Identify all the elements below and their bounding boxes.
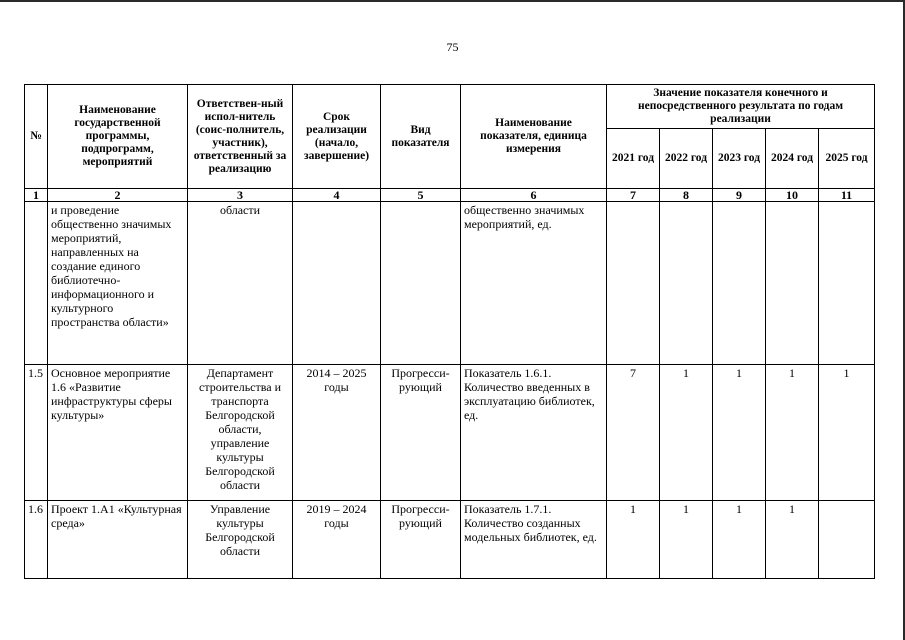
row-value-2021: 1 [607,501,660,579]
row-type [381,202,461,365]
header-responsible: Ответствен-ный испол-нитель (соис-полнитель, участник), ответственный за реализацию [188,85,293,189]
row-value-2025 [819,202,875,365]
header-type: Вид показателя [381,85,461,189]
row-indicator: Показатель 1.6.1. Количество введенных в эксплуатацию библиотек, ед. [461,365,607,501]
row-value-2023: 1 [713,501,766,579]
row-program: Проект 1.А1 «Культурная среда» [48,501,188,579]
row-value-2024 [766,202,819,365]
row-responsible: области [188,202,293,365]
page-number: 75 [446,40,459,54]
table-row [25,501,875,579]
row-type: Прогресси-рующий [381,365,461,501]
row-value-2021 [607,202,660,365]
column-number: 6 [461,189,607,202]
row-period [293,202,381,365]
header-year-2023: 2023 год [713,129,766,189]
header-year-2025: 2025 год [819,129,875,189]
row-indicator: Показатель 1.7.1. Количество созданных модельных библиотек, ед. [461,501,607,579]
row-no: 1.6 [25,501,48,579]
row-value-2022 [660,202,713,365]
column-number: 9 [713,189,766,202]
row-program: и проведение общественно значимых мероприятий, направленных на создание единого библиотечно-информационного и культурного пространства области» [48,202,188,365]
row-value-2023: 1 [713,365,766,501]
row-indicator: общественно значимых мероприятий, ед. [461,202,607,365]
row-responsible: Управление культуры Белгородской области [188,501,293,579]
row-period: 2019 – 2024 годы [293,501,381,579]
header-period: Срок реализации (начало, завершение) [293,85,381,189]
scan-edge-top [0,0,905,2]
column-number: 11 [819,189,875,202]
header-year-2021: 2021 год [607,129,660,189]
row-type: Прогресси-рующий [381,501,461,579]
row-period: 2014 – 2025 годы [293,365,381,501]
row-program: Основное мероприятие 1.6 «Развитие инфраструктуры сферы культуры» [48,365,188,501]
row-value-2022: 1 [660,501,713,579]
header-indicator: Наименование показателя, единица измерения [461,85,607,189]
column-number: 2 [48,189,188,202]
column-number: 1 [25,189,48,202]
column-number: 7 [607,189,660,202]
table-row [25,365,875,501]
header-year-2022: 2022 год [660,129,713,189]
row-no [25,202,48,365]
header-program: Наименование государственной программы, подпрограмм, мероприятий [48,85,188,189]
column-number: 4 [293,189,381,202]
row-value-2024: 1 [766,501,819,579]
header-year-2024: 2024 год [766,129,819,189]
table-row [25,202,875,365]
column-number: 10 [766,189,819,202]
row-value-2022: 1 [660,365,713,501]
header-no: № [25,85,48,189]
column-number: 3 [188,189,293,202]
header-values-group: Значение показателя конечного и непосредственного результата по годам реализации [607,85,875,129]
row-value-2021: 7 [607,365,660,501]
row-value-2024: 1 [766,365,819,501]
indicators-table [24,84,875,579]
column-number: 8 [660,189,713,202]
row-value-2023 [713,202,766,365]
row-no: 1.5 [25,365,48,501]
row-responsible: Департамент строительства и транспорта Белгородской области, управление культуры Белгородской области [188,365,293,501]
row-value-2025: 1 [819,365,875,501]
row-value-2025 [819,501,875,579]
column-number: 5 [381,189,461,202]
